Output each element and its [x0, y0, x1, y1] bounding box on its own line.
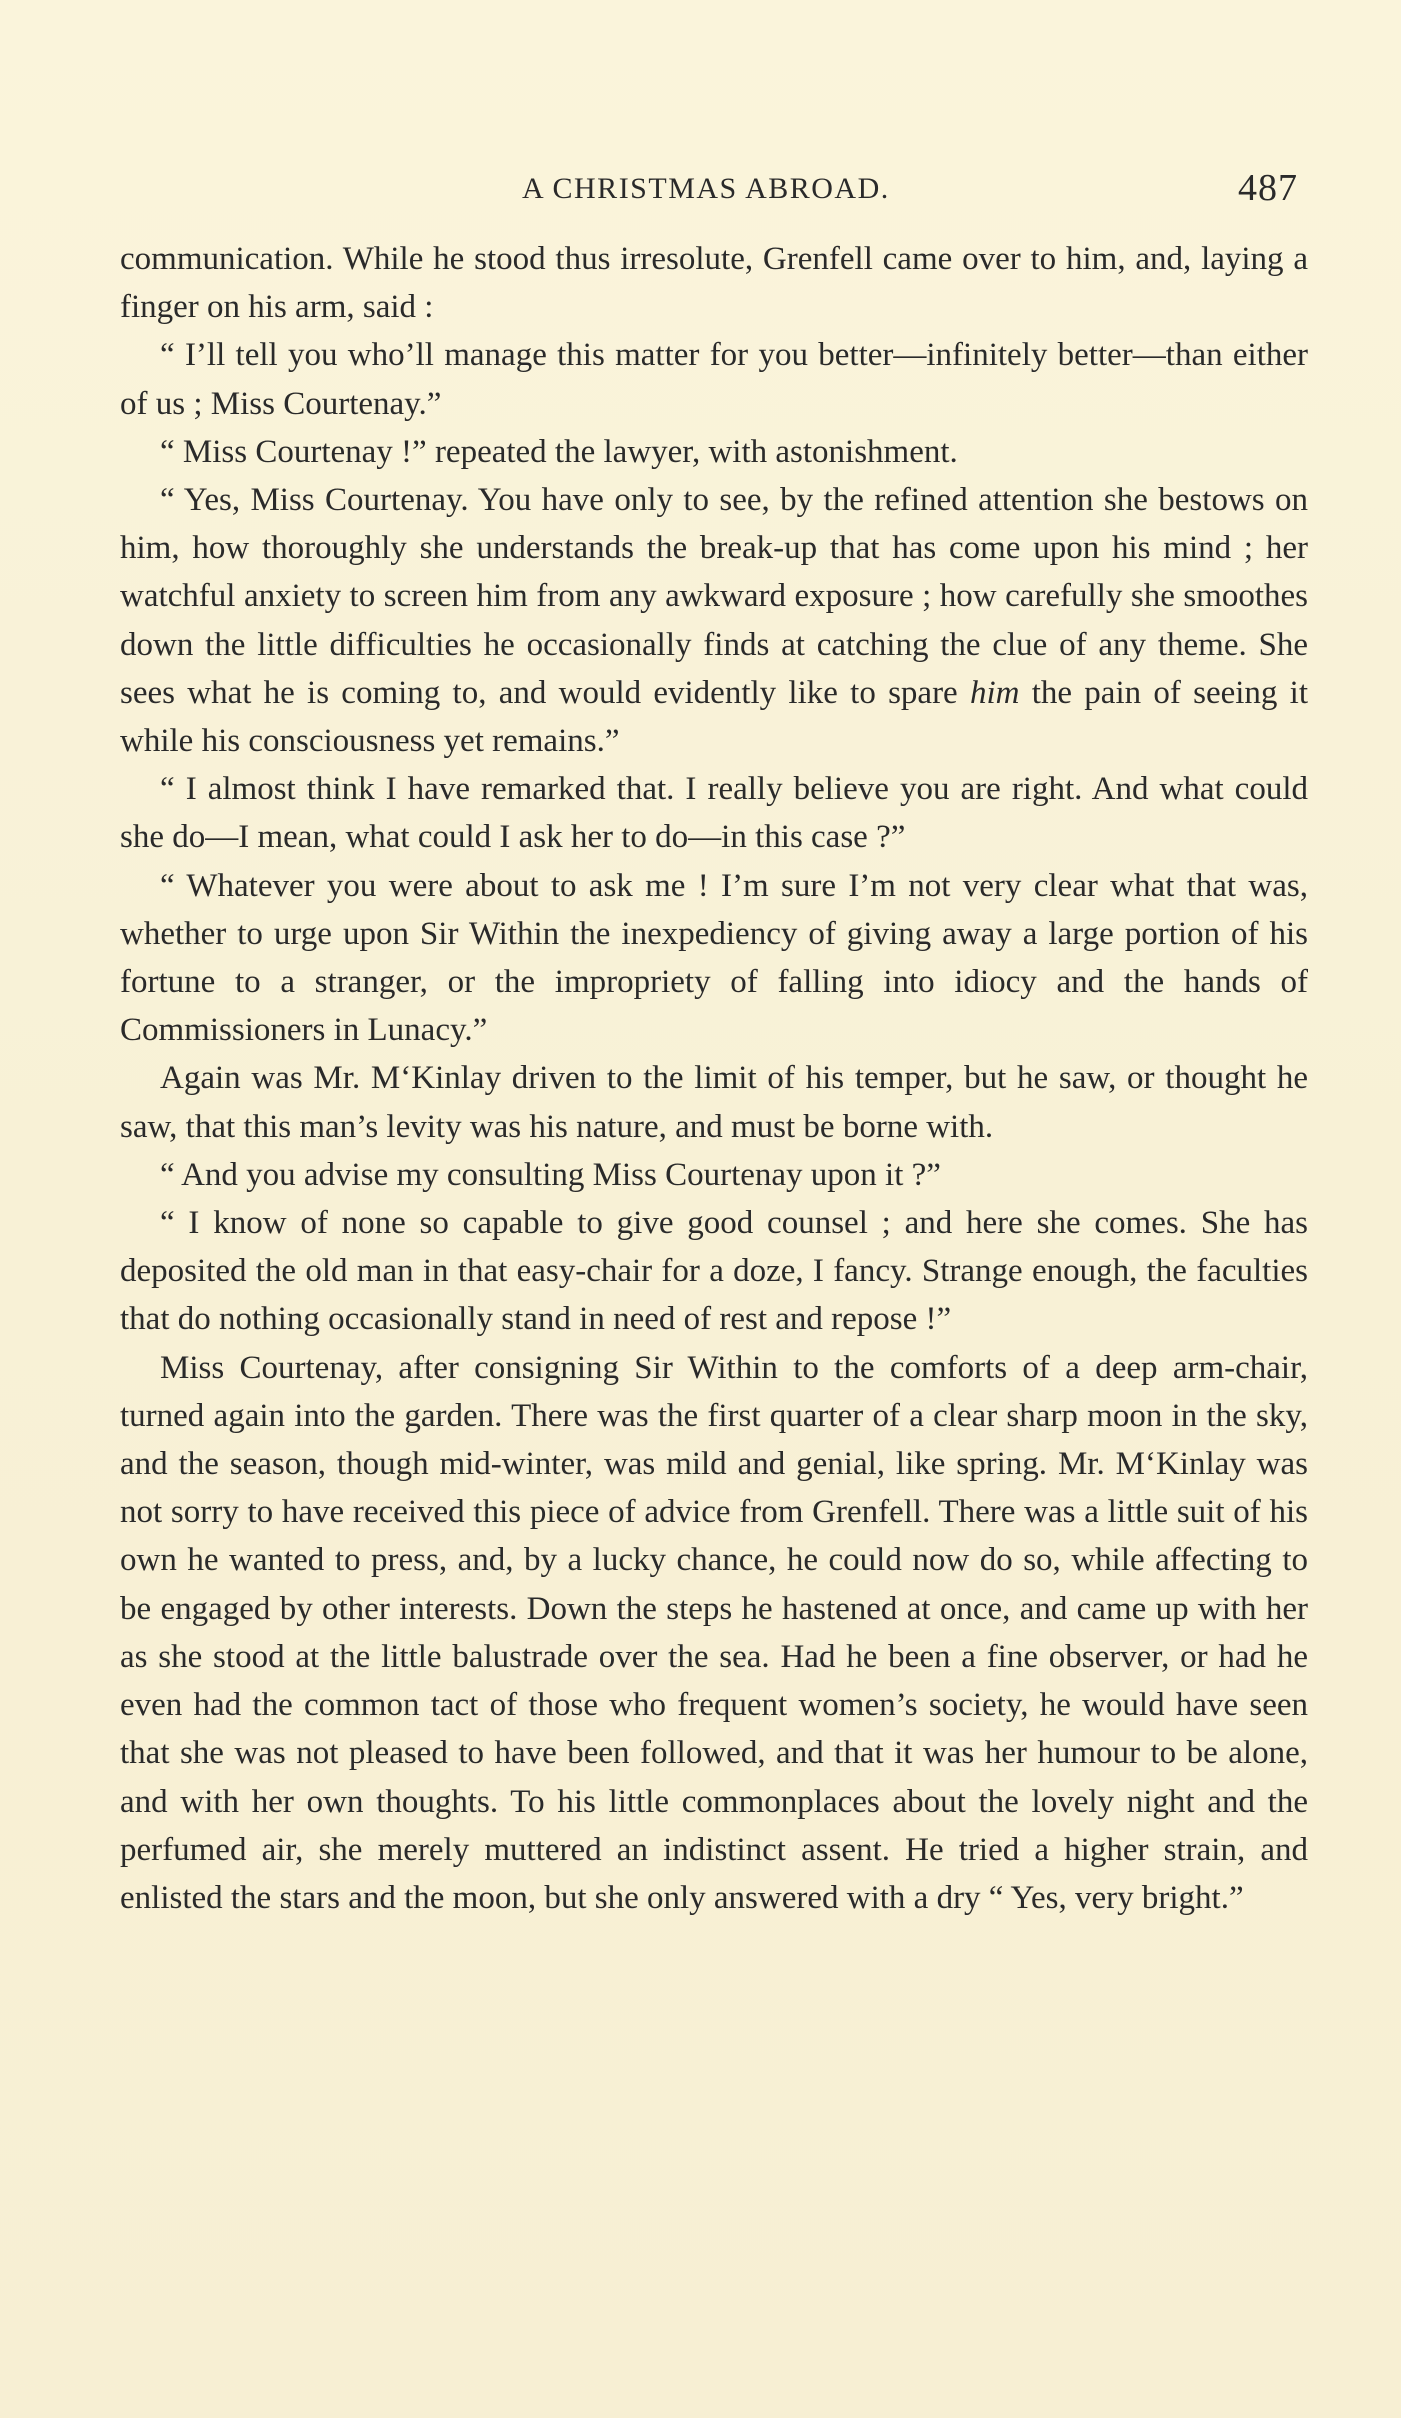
paragraph-text: “ Yes, Miss Courtenay. You have only to see, by the refined attention she bestows on him, how thoroughly she understands the break-up that has come upon his mind ; her watchful anxiety to screen him from any awkward exposure ; how carefully she smoothes down the little difficulties he occasionally finds at catching the clue of any theme. She sees what he is coming to, and would evidently like to spare	[120, 482, 1308, 711]
paragraph: communication. While he stood thus irresolute, Grenfell came over to him, and, laying a finger on his arm, said :	[120, 241, 1308, 326]
italic-emphasis: him	[969, 674, 1020, 711]
running-head: A CHRISTMAS ABROAD.	[522, 172, 890, 205]
paragraph: “ I know of none so capable to give good counsel ; and here she comes. She has deposited the old man in that easy-chair for a doze, I fancy. Strange enough, the faculties that do nothing occasionally stand in need of rest and repose !”	[120, 1205, 1308, 1338]
paragraph-text: the pain of seeing it while his consciousness yet remains.”	[120, 674, 1309, 760]
body-text	[120, 235, 1308, 1922]
paragraph	[120, 476, 1308, 765]
paragraph: Again was Mr. M‘Kinlay driven to the limit of his temper, but he saw, or thought he saw, that this man’s levity was his nature, and must be borne with.	[120, 1060, 1308, 1145]
page-number: 487	[1238, 167, 1298, 209]
paragraph: “ I’ll tell you who’ll manage this matter for you better—infinitely better—than either of us ; Miss Courtenay.”	[120, 337, 1308, 422]
paragraph: “ Miss Courtenay !” repeated the lawyer, with astonishment.	[160, 433, 958, 470]
paragraph: “ Whatever you were about to ask me ! I’m sure I’m not very clear what that was, whether to urge upon Sir Within the inexpediency of giving away a large portion of his fortune to a stranger, or the impropriety of falling into idiocy and the hands of Commissioners in Lunacy.”	[120, 867, 1308, 1049]
page-header	[0, 168, 1401, 228]
paragraph: Miss Courtenay, after consigning Sir Within to the comforts of a deep arm-chair, turned again into the garden. There was the first quarter of a clear sharp moon in the sky, and the season, though mid-winter, was mild and genial, like spring. Mr. M‘Kinlay was not sorry to have received this piece of advice from Grenfell. There was a little suit of his own he wanted to press, and, by a lucky chance, he could now do so, while affecting to be engaged by other interests. Down the steps he hastened at once, and came up with her as she stood at the little balustrade over the sea. Had he been a fine observer, or had he even had the common tact of those who frequent women’s society, he would have seen that she was not pleased to have been followed, and that it was her humour to be alone, and with her own thoughts. To his little commonplaces about the lovely night and the perfumed air, she merely muttered an indistinct assent. He tried a higher strain, and enlisted the stars and the moon, but she only answered with a dry “ Yes, very bright.”	[120, 1349, 1308, 1916]
paragraph: “ I almost think I have remarked that. I really believe you are right. And what could she do—I mean, what could I ask her to do—in this case ?”	[120, 771, 1308, 856]
paragraph: “ And you advise my consulting Miss Courtenay upon it ?”	[160, 1156, 941, 1193]
